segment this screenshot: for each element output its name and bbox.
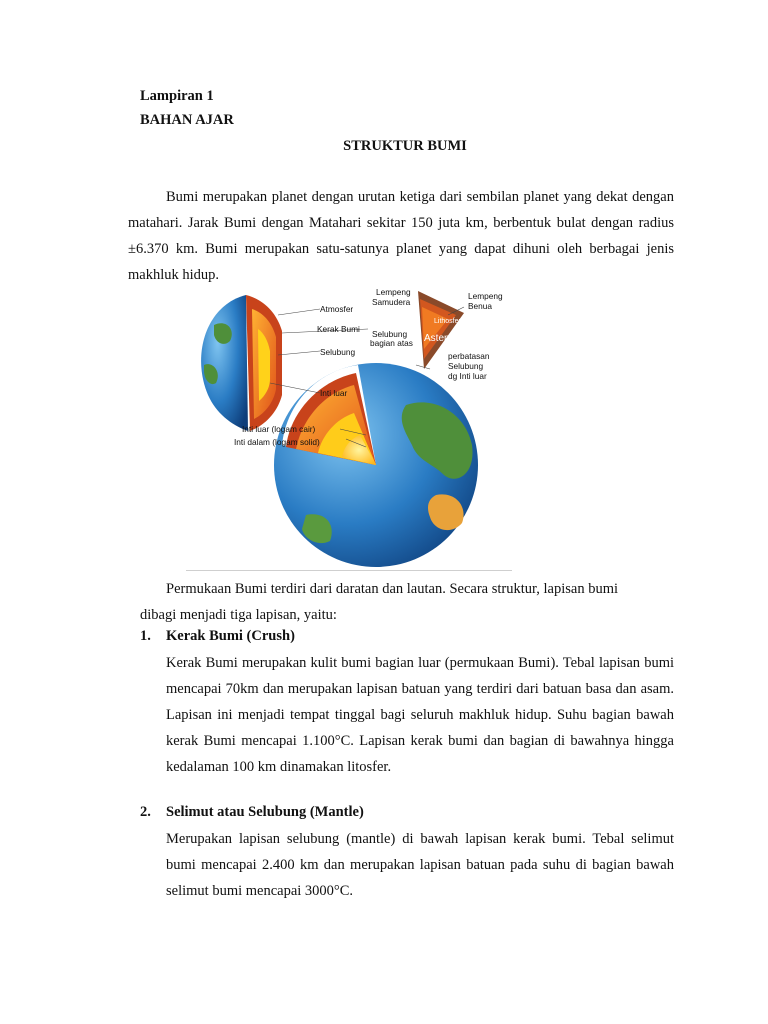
label-lempeng-samudera-1: Lempeng xyxy=(376,287,411,297)
intro-paragraph: Bumi merupakan planet dengan urutan ketiga dari sembilan planet yang dekat dengan matahari. Jarak Bumi dengan Matahari sekitar 150 juta km, berbentuk bulat dengan radius ±6.370 km. Bumi merupakan satu-satunya planet yang dapat dihuni oleh berbagai jenis makhluk hidup. xyxy=(128,189,674,283)
label-inti-luar-cair: Inti luar (logam cair) xyxy=(242,424,316,434)
label-litosfer: Lithosfer xyxy=(434,318,461,325)
label-inti-luar: Inti luar xyxy=(320,388,348,398)
label-selubung: Selubung xyxy=(320,347,356,357)
label-selubung-atas-1: Selubung xyxy=(372,329,408,339)
lampiran-label: Lampiran 1 xyxy=(140,88,214,104)
label-atmosfer: Atmosfer xyxy=(320,304,354,314)
section-1-number: 1. xyxy=(140,628,151,644)
structure-paragraph-line2: dibagi menjadi tiga lapisan, yaitu: xyxy=(140,607,337,623)
section-2-body: Merupakan lapisan selubung (mantle) di bawah lapisan kerak bumi. Tebal selimut bumi mencapai 2.400 km dan merupakan lapisan batuan pada suhu di bagian bawah selimut bumi mencapai 3000°C. xyxy=(166,831,674,899)
bahan-ajar-label: BAHAN AJAR xyxy=(140,112,234,128)
main-globe xyxy=(274,363,478,567)
section-2-heading: Selimut atau Selubung (Mantle) xyxy=(166,804,364,820)
label-inti-dalam: Inti dalam (logam solid) xyxy=(234,437,320,447)
figure-divider xyxy=(186,570,512,571)
label-selubung-atas-2: bagian atas xyxy=(370,338,413,348)
page-title: STRUKTUR BUMI xyxy=(343,138,467,154)
structure-paragraph-line1: Permukaan Bumi terdiri dari daratan dan lautan. Secara struktur, lapisan bumi xyxy=(166,581,618,597)
earth-structure-figure xyxy=(186,285,512,571)
label-kerak-bumi: Kerak Bumi xyxy=(317,324,360,334)
label-perbatasan-3: dg Inti luar xyxy=(448,371,487,381)
label-astenosfer: Astenosfer xyxy=(424,333,472,344)
label-perbatasan-1: perbatasan xyxy=(448,351,490,361)
section-2-number: 2. xyxy=(140,804,151,820)
label-perbatasan-2: Selubung xyxy=(448,361,484,371)
section-1-heading: Kerak Bumi (Crush) xyxy=(166,628,295,644)
label-lempeng-benua-2: Benua xyxy=(468,301,492,311)
label-lempeng-benua-1: Lempeng xyxy=(468,291,503,301)
section-1-body: Kerak Bumi merupakan kulit bumi bagian luar (permukaan Bumi). Tebal lapisan bumi mencapai 70km dan merupakan lapisan batuan yang terdiri dari batuan basa dan asam. Lapisan ini menjadi tempat tinggal bagi seluruh makhluk hidup. Suhu bagian bawah kerak Bumi mencapai 1.100°C. Lapisan kerak bumi dan bagian di bawahnya hingga kedalaman 100 km dinamakan litosfer. xyxy=(166,655,674,775)
structure-paragraph xyxy=(128,576,674,628)
label-lempeng-samudera-2: Samudera xyxy=(372,297,411,307)
small-globe xyxy=(201,295,282,431)
